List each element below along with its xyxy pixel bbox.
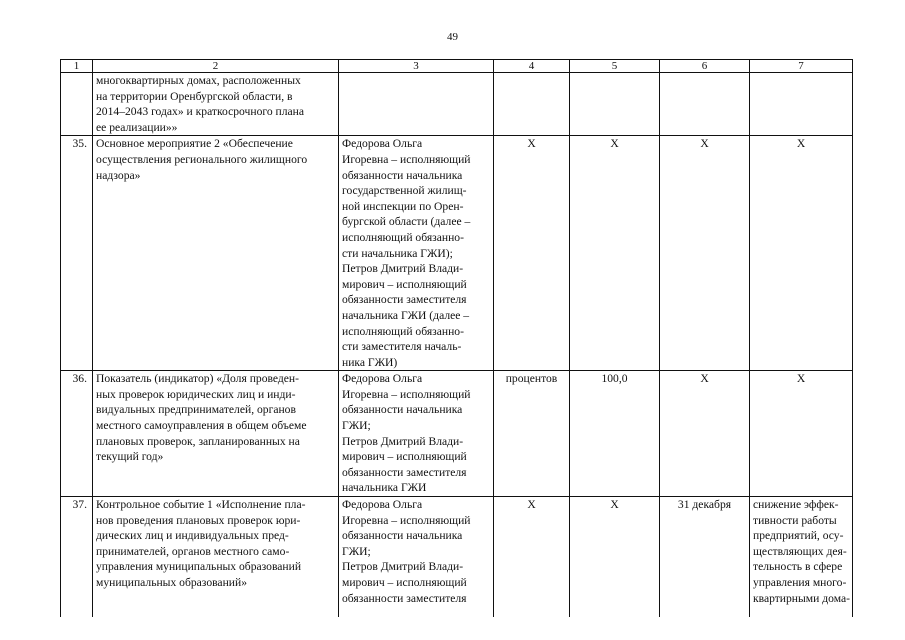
- row-number-cell: 37.: [61, 497, 93, 617]
- header-cell: 7: [750, 60, 853, 73]
- description-cell-line: принимателей, органов местного само-: [96, 544, 290, 558]
- responsible-cell: [339, 497, 494, 617]
- unit-cell: Х: [494, 497, 570, 617]
- responsible-cell-line: Федорова Ольга: [342, 498, 423, 512]
- responsible-cell-line: начальника ГЖИ (далее –: [342, 308, 470, 322]
- plan-table: [60, 59, 853, 617]
- responsible-cell-line: мирович – исполняющий: [342, 277, 467, 291]
- header-cell: 6: [660, 60, 750, 73]
- description-cell: [93, 497, 339, 617]
- responsible-cell-line: обязанности заместителя: [342, 293, 467, 307]
- responsible-cell-line: ника ГЖИ): [342, 355, 398, 369]
- page-number: 49: [447, 31, 458, 43]
- responsible-cell-line: Федорова Ольга: [342, 372, 423, 386]
- responsible-cell-line: исполняющий обязанно-: [342, 230, 464, 244]
- description-cell-line: надзора»: [96, 168, 141, 182]
- responsible-cell-line: ГЖИ;: [342, 419, 371, 433]
- value-cell: 100,0: [570, 371, 660, 497]
- unit-cell: процентов: [494, 371, 570, 497]
- responsible-cell-line: бургской области (далее –: [342, 215, 471, 229]
- responsible-cell-line: Петров Дмитрий Влади-: [342, 262, 464, 276]
- row-number-cell: 36.: [61, 371, 93, 497]
- unit-cell: Х: [494, 136, 570, 371]
- responsible-cell-line: обязанности начальника: [342, 529, 463, 543]
- consequence-cell-line: снижение эффек-: [753, 498, 839, 512]
- consequence-cell: [750, 136, 853, 371]
- date-cell: Х: [660, 371, 750, 497]
- responsible-cell-line: обязанности начальника: [342, 403, 463, 417]
- description-cell-line: плановых проверок, запланированных на: [96, 434, 300, 448]
- description-cell-line: на территории Оренбургской области, в: [96, 89, 293, 103]
- description-cell: [93, 136, 339, 371]
- description-cell-line: ных проверок юридических лиц и инди-: [96, 387, 296, 401]
- responsible-cell: [339, 371, 494, 497]
- description-cell-line: осуществления регионального жилищного: [96, 152, 308, 166]
- consequence-cell-line: квартирными дома-: [753, 591, 850, 605]
- responsible-cell-line: Федорова Ольга: [342, 137, 423, 151]
- description-cell-line: 2014–2043 годах» и краткосрочного плана: [96, 105, 305, 119]
- consequence-cell: [750, 73, 853, 136]
- consequence-cell-line: предприятий, осу-: [753, 529, 844, 543]
- responsible-cell-line: государственной жилищ-: [342, 184, 467, 198]
- description-cell-line: Контрольное событие 1 «Исполнение пла-: [96, 498, 306, 512]
- responsible-cell-line: исполняющий обязанно-: [342, 324, 464, 338]
- description-cell-line: нов проведения плановых проверок юри-: [96, 513, 301, 527]
- table-row: [61, 497, 853, 617]
- header-cell: 1: [61, 60, 93, 73]
- unit-cell: [494, 73, 570, 136]
- responsible-cell-line: начальника ГЖИ: [342, 481, 427, 495]
- description-cell-line: видуальных предпринимателей, органов: [96, 403, 296, 417]
- responsible-cell-line: мирович – исполняющий: [342, 450, 467, 464]
- consequence-cell-line: управления много-: [753, 576, 847, 589]
- consequence-cell: [750, 497, 853, 617]
- header-cell: 3: [339, 60, 494, 73]
- consequence-cell-line: тивности работы: [753, 513, 837, 527]
- value-cell: Х: [570, 497, 660, 617]
- table-row: [61, 371, 853, 497]
- description-cell: [93, 73, 339, 136]
- consequence-cell-line: Х: [796, 137, 806, 151]
- description-cell-line: муниципальных образований»: [96, 576, 247, 589]
- header-cell: 5: [570, 60, 660, 73]
- responsible-cell-line: ГЖИ;: [342, 544, 371, 558]
- description-cell-line: Основное мероприятие 2 «Обеспечение: [96, 137, 293, 151]
- date-cell: [660, 73, 750, 136]
- description-cell-line: ее реализации»»: [96, 120, 178, 134]
- responsible-cell-line: Игоревна – исполняющий: [342, 387, 471, 401]
- date-cell: Х: [660, 136, 750, 371]
- description-cell-line: дических лиц и индивидуальных пред-: [96, 529, 289, 543]
- responsible-cell-line: сти начальника ГЖИ);: [342, 246, 453, 260]
- row-number-cell: [61, 73, 93, 136]
- table-row: [61, 73, 853, 136]
- responsible-cell-line: Игоревна – исполняющий: [342, 152, 471, 166]
- responsible-cell: [339, 73, 494, 136]
- header-cell: 2: [93, 60, 339, 73]
- responsible-cell-line: ной инспекции по Орен-: [342, 199, 464, 213]
- description-cell: [93, 371, 339, 497]
- responsible-cell-line: обязанности заместителя: [342, 591, 467, 605]
- consequence-cell: [750, 371, 853, 497]
- responsible-cell-line: обязанности начальника: [342, 168, 463, 182]
- header-row: [61, 60, 853, 73]
- header-cell: 4: [494, 60, 570, 73]
- responsible-cell-line: Петров Дмитрий Влади-: [342, 560, 464, 574]
- consequence-cell-line: тельность в сфере: [753, 560, 843, 574]
- responsible-cell-line: Петров Дмитрий Влади-: [342, 434, 464, 448]
- description-cell-line: текущий год»: [96, 450, 164, 464]
- responsible-cell-line: сти заместителя началь-: [342, 340, 462, 354]
- date-cell: 31 декабря: [660, 497, 750, 617]
- consequence-cell-line: Х: [796, 372, 806, 386]
- responsible-cell-line: обязанности заместителя: [342, 465, 467, 479]
- description-cell-line: управления муниципальных образований: [96, 560, 302, 574]
- row-number-cell: 35.: [61, 136, 93, 371]
- responsible-cell-line: мирович – исполняющий: [342, 576, 467, 589]
- consequence-cell-line: ществляющих дея-: [753, 544, 847, 558]
- description-cell-line: местного самоуправления в общем объеме: [96, 419, 307, 433]
- responsible-cell-line: Игоревна – исполняющий: [342, 513, 471, 527]
- description-cell-line: многоквартирных домах, расположенных: [96, 74, 301, 87]
- value-cell: Х: [570, 136, 660, 371]
- description-cell-line: Показатель (индикатор) «Доля проведен-: [96, 372, 299, 386]
- responsible-cell: [339, 136, 494, 371]
- value-cell: [570, 73, 660, 136]
- table-row: [61, 136, 853, 371]
